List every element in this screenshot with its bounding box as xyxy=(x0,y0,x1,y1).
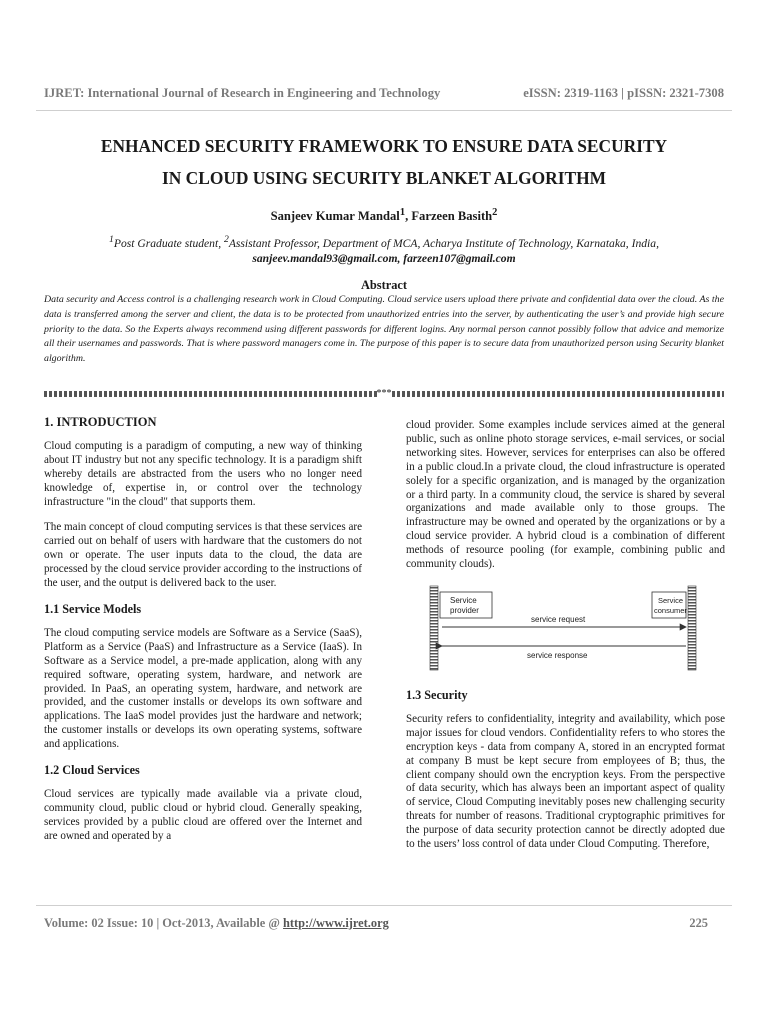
issn-info: eISSN: 2319-1163 | pISSN: 2321-7308 xyxy=(523,86,724,100)
author-emails: sanjeev.mandal93@gmail.com, farzeen107@gmail.com xyxy=(252,251,516,265)
cloud-services-heading: 1.2 Cloud Services xyxy=(44,763,140,778)
introduction-paragraph-1: Cloud computing is a paradigm of computing, a new way of thinking about IT industry but not any specific technology. It is a paradigm shift whereby details are abstracted from the users who no longer need knowledge of, expertise in, or control over the technology infrastructure "in the cloud" that supports them. xyxy=(44,439,362,508)
service-models-paragraph: The cloud computing service models are Software as a Service (SaaS), Platform as a Service (PaaS) and Infrastructure as a Service (IaaS). In Software as a Service model, a pre-made application, along with any required software, operating system, hardware, and network are provided. In PaaS, an operating system, hardware, and network are provided, and the customer installs or develops its own software and applications. The IaaS model provides just the hardware and network; the customer installs or develops its own operating systems, software and applications. xyxy=(44,626,362,751)
separator-dash-right xyxy=(392,391,725,397)
left-column xyxy=(44,416,362,856)
response-label: service response xyxy=(527,650,588,660)
footer-divider xyxy=(36,905,732,906)
affiliation-marker-2: 2 xyxy=(224,234,229,245)
request-label: service request xyxy=(531,614,586,624)
page-number: 225 xyxy=(689,916,708,930)
journal-url-link[interactable]: http://www.ijret.org xyxy=(283,916,389,930)
title-line-1: ENHANCED SECURITY FRAMEWORK TO ENSURE DATA SECURITY xyxy=(100,136,668,156)
security-heading: 1.3 Security xyxy=(406,687,468,702)
paper-title xyxy=(30,130,738,194)
right-column xyxy=(406,419,725,864)
separator-stars: *** xyxy=(376,388,392,399)
service-models-heading: 1.1 Service Models xyxy=(44,601,142,616)
page-footer xyxy=(44,916,708,931)
provider-label-line-2: provider xyxy=(450,605,479,615)
abstract-heading: Abstract xyxy=(360,278,408,292)
title-line-2: IN CLOUD USING SECURITY BLANKET ALGORITHM xyxy=(161,168,607,188)
author-2: Farzeen Basith xyxy=(411,209,493,224)
service-diagram xyxy=(406,584,724,679)
abstract-text: Data security and Access control is a challenging research work in Cloud Computing. Cloud service users upload there private and confidential data over the cloud. As the data is transferred among the server and client, the data is to be protected from unauthorized entries into the server, by authenticating the user’s and provide high secure priority to the data. So the Experts always recommend using different passwords for different logins. Any normal person cannot possibly follow that advice and memorize all their usernames and passwords. That is where password managers come in. The purpose of this paper is to secure data from unauthorized person using Security blanket algorithm. xyxy=(44,294,724,365)
consumer-label: Service consumer xyxy=(654,595,687,615)
service-diagram-svg xyxy=(406,584,724,679)
author-2-marker: 2 xyxy=(492,207,498,218)
security-paragraph: Security refers to confidentiality, integrity and availability, which pose major issues for cloud vendors. Confidentiality refers to who stores the encryption keys - data from company A, stored in an encrypted format at company B must be kept secure from employees of B; thus, the client company should own the encryption keys. From the perspective of data security, which has always been an important aspect of quality of service, Cloud Computing inevitably poses new challenging security threats for number of reasons. Traditional cryptographic primitives for the purpose of data security protection cannot be directly adopted due to the users’ loss control of data under Cloud Computing. Therefore, xyxy=(406,712,725,851)
journal-name: IJRET: International Journal of Research in Engineering and Technology xyxy=(44,86,441,100)
affiliation-role-2: Assistant Professor, Department of MCA, Acharya Institute of Technology, Karnataka, India, xyxy=(228,236,659,250)
section-separator xyxy=(44,388,724,400)
affiliation-line xyxy=(20,232,748,251)
author-separator: , xyxy=(405,209,412,224)
cloud-types-paragraph: cloud provider. Some examples include services aimed at the general public, such as online photo storage services, e-mail services, or social networking sites. However, services for enterprises can also be offered in a public cloud.In a private cloud, the cloud infrastructure is operated solely for a specific organization, and is managed by the organization or a third party. In a community cloud, the service is shared by several organizations and made available only to those groups. The infrastructure may be owned and operated by the organizations or by a cloud service provider. A hybrid cloud is a combination of different methods of resource pooling (for example, combining public and community clouds). xyxy=(406,419,725,571)
introduction-paragraph-2: The main concept of cloud computing services is that these services are carried out on behalf of users with hardware that the customers do not own or operate. The user inputs data to the cloud, the data are processed by the cloud service provider according to the instructions of the user, and the output is delivered back to the user. xyxy=(44,521,362,590)
separator-dash-left xyxy=(44,391,377,397)
provider-server-bar xyxy=(430,586,438,670)
author-list xyxy=(0,207,768,224)
footer-volume xyxy=(44,916,389,931)
provider-label-text: Service xyxy=(450,595,477,605)
running-header xyxy=(44,86,724,101)
introduction-heading: 1. INTRODUCTION xyxy=(44,415,157,429)
header-divider xyxy=(36,110,732,111)
affiliation-role-1: Post Graduate student, xyxy=(113,236,224,250)
provider-label xyxy=(450,596,479,615)
cloud-services-paragraph: Cloud services are typically made available via a private cloud, community cloud, public cloud or hybrid cloud. Generally speaking, services provided by a public cloud are offered over the Internet and are owned and operated by a xyxy=(44,787,362,842)
affiliation-block xyxy=(20,232,748,266)
author-1: Sanjeev Kumar Mandal xyxy=(270,209,400,224)
author-1-marker: 1 xyxy=(399,207,406,218)
consumer-server-bar xyxy=(688,586,696,670)
footer-volume-text: Volume: 02 Issue: 10 | Oct-2013, Available @ xyxy=(44,916,284,930)
affiliation-marker-1: 1 xyxy=(109,234,114,245)
